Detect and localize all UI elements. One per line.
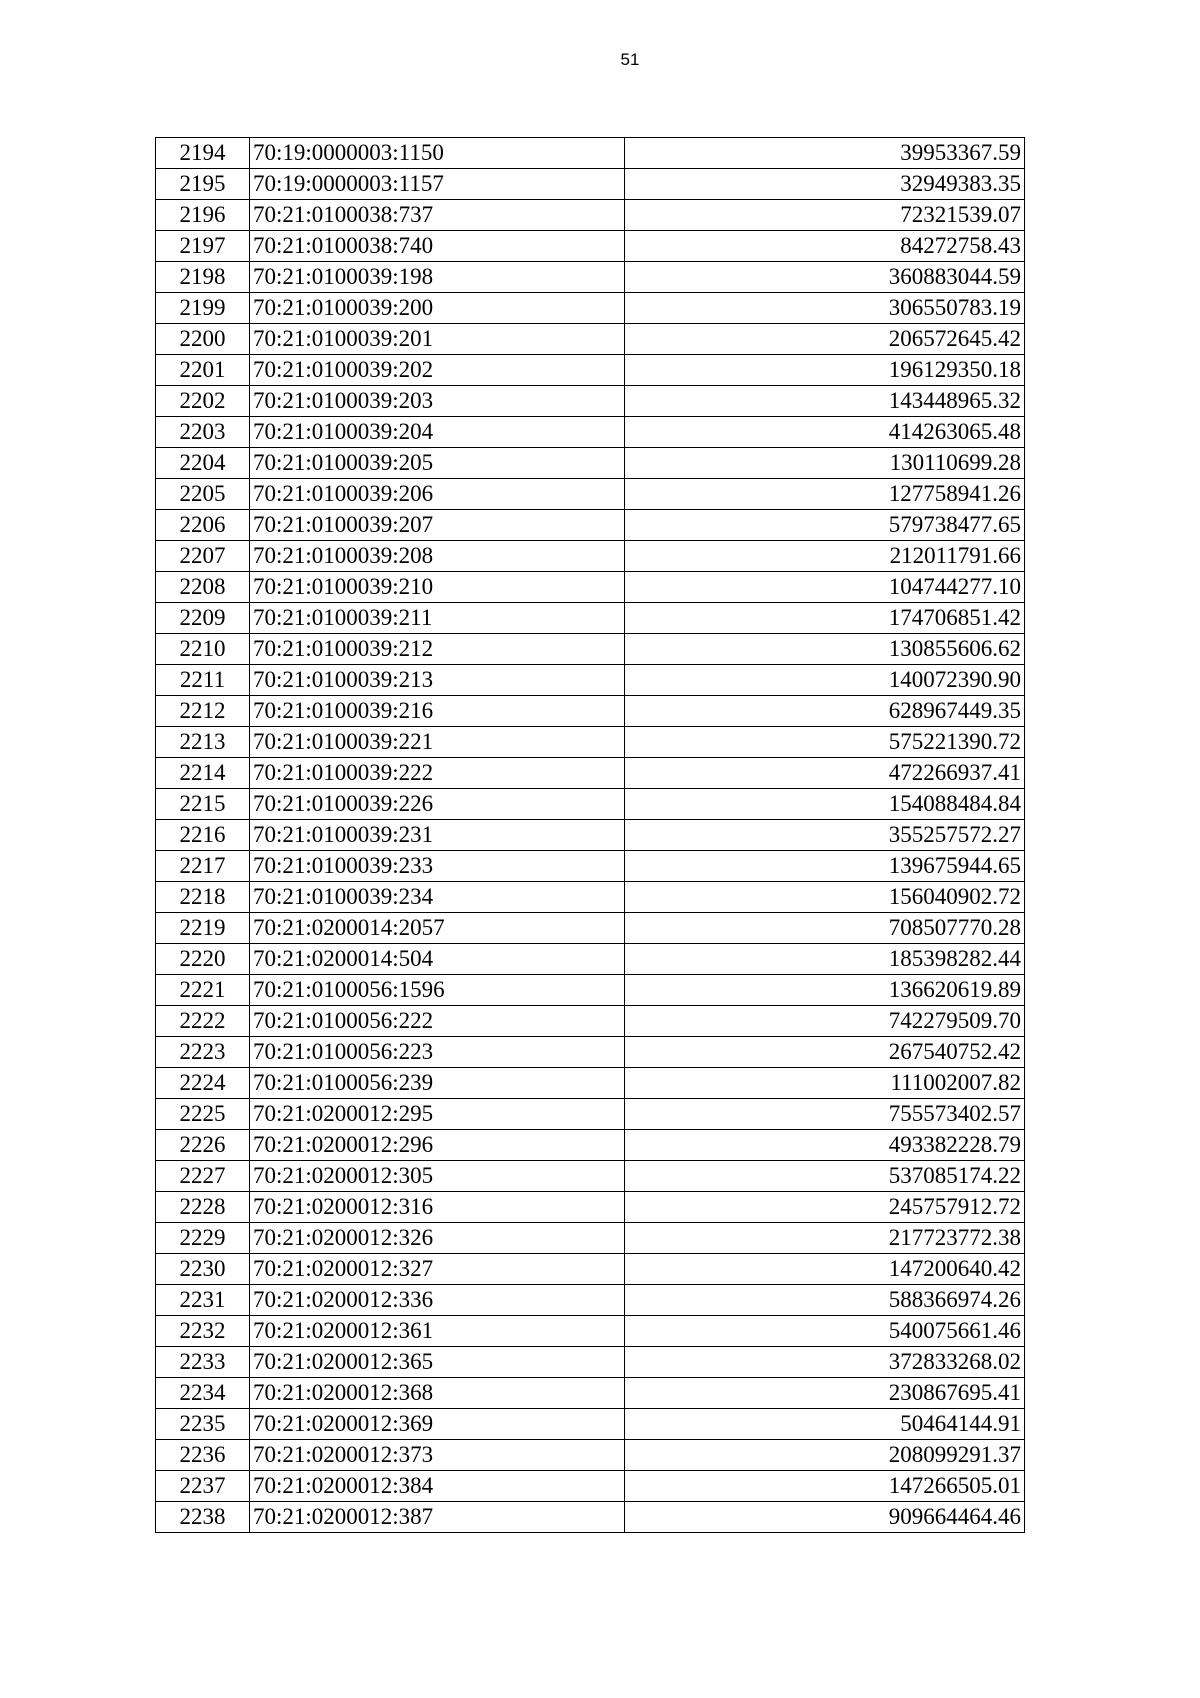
table-row — [156, 1006, 1025, 1037]
row-number-cell: 2202 — [156, 386, 250, 417]
cadastral-number-cell: 70:21:0100039:201 — [250, 324, 625, 355]
table-row — [156, 386, 1025, 417]
cadastral-number-cell: 70:19:0000003:1150 — [250, 138, 625, 169]
cadastral-value-cell: 372833268.02 — [625, 1347, 1025, 1378]
cadastral-number-cell: 70:21:0200012:368 — [250, 1378, 625, 1409]
table-row — [156, 231, 1025, 262]
table-row — [156, 510, 1025, 541]
table-row — [156, 572, 1025, 603]
cadastral-value-cell: 32949383.35 — [625, 169, 1025, 200]
table-row — [156, 479, 1025, 510]
table-row — [156, 1440, 1025, 1471]
row-number-cell: 2218 — [156, 882, 250, 913]
table-row — [156, 634, 1025, 665]
table-row — [156, 789, 1025, 820]
row-number-cell: 2238 — [156, 1502, 250, 1533]
row-number-cell: 2226 — [156, 1130, 250, 1161]
cadastral-value-cell: 174706851.42 — [625, 603, 1025, 634]
cadastral-number-cell: 70:21:0200012:305 — [250, 1161, 625, 1192]
cadastral-value-cell: 755573402.57 — [625, 1099, 1025, 1130]
cadastral-value-cell: 360883044.59 — [625, 262, 1025, 293]
cadastral-number-cell: 70:19:0000003:1157 — [250, 169, 625, 200]
cadastral-number-cell: 70:21:0200012:295 — [250, 1099, 625, 1130]
table-row — [156, 1254, 1025, 1285]
table-row — [156, 541, 1025, 572]
table-row — [156, 1130, 1025, 1161]
cadastral-value-cell: 206572645.42 — [625, 324, 1025, 355]
cadastral-value-cell: 208099291.37 — [625, 1440, 1025, 1471]
table-row — [156, 975, 1025, 1006]
cadastral-number-cell: 70:21:0200012:384 — [250, 1471, 625, 1502]
table-row — [156, 882, 1025, 913]
cadastral-number-cell: 70:21:0100038:737 — [250, 200, 625, 231]
cadastral-value-cell: 493382228.79 — [625, 1130, 1025, 1161]
table-row — [156, 293, 1025, 324]
cadastral-value-cell: 355257572.27 — [625, 820, 1025, 851]
cadastral-number-cell: 70:21:0100039:221 — [250, 727, 625, 758]
cadastral-value-cell: 217723772.38 — [625, 1223, 1025, 1254]
cadastral-number-cell: 70:21:0100039:231 — [250, 820, 625, 851]
table-row — [156, 758, 1025, 789]
table-row — [156, 355, 1025, 386]
row-number-cell: 2237 — [156, 1471, 250, 1502]
cadastral-value-cell: 628967449.35 — [625, 696, 1025, 727]
cadastral-value-cell: 50464144.91 — [625, 1409, 1025, 1440]
cadastral-value-cell: 139675944.65 — [625, 851, 1025, 882]
table-row — [156, 138, 1025, 169]
cadastral-number-cell: 70:21:0200012:327 — [250, 1254, 625, 1285]
table-row — [156, 851, 1025, 882]
cadastral-value-cell: 147266505.01 — [625, 1471, 1025, 1502]
table-row — [156, 1223, 1025, 1254]
cadastral-value-cell: 39953367.59 — [625, 138, 1025, 169]
row-number-cell: 2220 — [156, 944, 250, 975]
table-row — [156, 1471, 1025, 1502]
cadastral-number-cell: 70:21:0100039:200 — [250, 293, 625, 324]
cadastral-value-cell: 708507770.28 — [625, 913, 1025, 944]
table-row — [156, 944, 1025, 975]
page-number: 51 — [620, 50, 640, 69]
cadastral-number-cell: 70:21:0100039:202 — [250, 355, 625, 386]
cadastral-value-cell: 185398282.44 — [625, 944, 1025, 975]
cadastral-number-cell: 70:21:0100039:203 — [250, 386, 625, 417]
table-row — [156, 324, 1025, 355]
cadastral-value-cell: 130110699.28 — [625, 448, 1025, 479]
table-body — [156, 138, 1025, 1533]
row-number-cell: 2200 — [156, 324, 250, 355]
row-number-cell: 2201 — [156, 355, 250, 386]
cadastral-number-cell: 70:21:0200012:387 — [250, 1502, 625, 1533]
row-number-cell: 2216 — [156, 820, 250, 851]
row-number-cell: 2214 — [156, 758, 250, 789]
row-number-cell: 2223 — [156, 1037, 250, 1068]
table-row — [156, 1068, 1025, 1099]
cadastral-value-cell: 579738477.65 — [625, 510, 1025, 541]
cadastral-number-cell: 70:21:0200014:2057 — [250, 913, 625, 944]
table-row — [156, 1316, 1025, 1347]
row-number-cell: 2207 — [156, 541, 250, 572]
cadastral-value-cell: 414263065.48 — [625, 417, 1025, 448]
cadastral-value-cell: 588366974.26 — [625, 1285, 1025, 1316]
row-number-cell: 2197 — [156, 231, 250, 262]
table-row — [156, 1161, 1025, 1192]
cadastral-value-cell: 742279509.70 — [625, 1006, 1025, 1037]
cadastral-value-cell: 154088484.84 — [625, 789, 1025, 820]
table-row — [156, 1192, 1025, 1223]
table-row — [156, 200, 1025, 231]
cadastral-value-cell: 909664464.46 — [625, 1502, 1025, 1533]
row-number-cell: 2211 — [156, 665, 250, 696]
row-number-cell: 2213 — [156, 727, 250, 758]
table-row — [156, 727, 1025, 758]
row-number-cell: 2225 — [156, 1099, 250, 1130]
row-number-cell: 2231 — [156, 1285, 250, 1316]
table-row — [156, 820, 1025, 851]
cadastral-number-cell: 70:21:0200012:296 — [250, 1130, 625, 1161]
cadastral-number-cell: 70:21:0100039:210 — [250, 572, 625, 603]
cadastral-number-cell: 70:21:0100039:226 — [250, 789, 625, 820]
row-number-cell: 2209 — [156, 603, 250, 634]
cadastral-number-cell: 70:21:0100056:223 — [250, 1037, 625, 1068]
row-number-cell: 2232 — [156, 1316, 250, 1347]
cadastral-value-cell: 140072390.90 — [625, 665, 1025, 696]
row-number-cell: 2227 — [156, 1161, 250, 1192]
cadastral-number-cell: 70:21:0200012:316 — [250, 1192, 625, 1223]
cadastral-number-cell: 70:21:0100039:234 — [250, 882, 625, 913]
table-row — [156, 1347, 1025, 1378]
cadastral-number-cell: 70:21:0100039:216 — [250, 696, 625, 727]
table-row — [156, 1037, 1025, 1068]
row-number-cell: 2230 — [156, 1254, 250, 1285]
row-number-cell: 2235 — [156, 1409, 250, 1440]
cadastral-number-cell: 70:21:0100039:212 — [250, 634, 625, 665]
cadastral-number-cell: 70:21:0100039:213 — [250, 665, 625, 696]
table-row — [156, 1502, 1025, 1533]
cadastral-number-cell: 70:21:0100039:204 — [250, 417, 625, 448]
row-number-cell: 2222 — [156, 1006, 250, 1037]
cadastral-number-cell: 70:21:0200012:373 — [250, 1440, 625, 1471]
cadastral-number-cell: 70:21:0100039:233 — [250, 851, 625, 882]
row-number-cell: 2215 — [156, 789, 250, 820]
cadastral-value-cell: 230867695.41 — [625, 1378, 1025, 1409]
cadastral-value-cell: 575221390.72 — [625, 727, 1025, 758]
cadastral-value-cell: 130855606.62 — [625, 634, 1025, 665]
row-number-cell: 2208 — [156, 572, 250, 603]
cadastral-value-cell: 104744277.10 — [625, 572, 1025, 603]
table-row — [156, 696, 1025, 727]
row-number-cell: 2206 — [156, 510, 250, 541]
cadastral-number-cell: 70:21:0100039:222 — [250, 758, 625, 789]
table-row — [156, 417, 1025, 448]
row-number-cell: 2221 — [156, 975, 250, 1006]
row-number-cell: 2236 — [156, 1440, 250, 1471]
cadastral-value-table — [155, 137, 1025, 1533]
table-row — [156, 169, 1025, 200]
cadastral-value-cell: 472266937.41 — [625, 758, 1025, 789]
row-number-cell: 2210 — [156, 634, 250, 665]
table-row — [156, 1409, 1025, 1440]
table-row — [156, 1099, 1025, 1130]
row-number-cell: 2217 — [156, 851, 250, 882]
table-row — [156, 603, 1025, 634]
cadastral-value-cell: 136620619.89 — [625, 975, 1025, 1006]
cadastral-value-cell: 267540752.42 — [625, 1037, 1025, 1068]
cadastral-value-cell: 143448965.32 — [625, 386, 1025, 417]
cadastral-value-cell: 245757912.72 — [625, 1192, 1025, 1223]
table-row — [156, 262, 1025, 293]
cadastral-value-cell: 196129350.18 — [625, 355, 1025, 386]
cadastral-number-cell: 70:21:0200012:365 — [250, 1347, 625, 1378]
table-row — [156, 913, 1025, 944]
row-number-cell: 2195 — [156, 169, 250, 200]
cadastral-value-cell: 306550783.19 — [625, 293, 1025, 324]
cadastral-number-cell: 70:21:0200014:504 — [250, 944, 625, 975]
cadastral-number-cell: 70:21:0100039:206 — [250, 479, 625, 510]
cadastral-value-cell: 84272758.43 — [625, 231, 1025, 262]
row-number-cell: 2212 — [156, 696, 250, 727]
cadastral-value-cell: 540075661.46 — [625, 1316, 1025, 1347]
cadastral-number-cell: 70:21:0100056:239 — [250, 1068, 625, 1099]
table-row — [156, 1285, 1025, 1316]
row-number-cell: 2229 — [156, 1223, 250, 1254]
cadastral-value-cell: 156040902.72 — [625, 882, 1025, 913]
cadastral-number-cell: 70:21:0200012:369 — [250, 1409, 625, 1440]
row-number-cell: 2198 — [156, 262, 250, 293]
table-row — [156, 665, 1025, 696]
row-number-cell: 2204 — [156, 448, 250, 479]
cadastral-number-cell: 70:21:0100056:1596 — [250, 975, 625, 1006]
row-number-cell: 2233 — [156, 1347, 250, 1378]
cadastral-value-cell: 147200640.42 — [625, 1254, 1025, 1285]
cadastral-value-cell: 537085174.22 — [625, 1161, 1025, 1192]
table-row — [156, 448, 1025, 479]
row-number-cell: 2199 — [156, 293, 250, 324]
row-number-cell: 2234 — [156, 1378, 250, 1409]
cadastral-number-cell: 70:21:0200012:336 — [250, 1285, 625, 1316]
cadastral-value-cell: 111002007.82 — [625, 1068, 1025, 1099]
cadastral-number-cell: 70:21:0100039:208 — [250, 541, 625, 572]
row-number-cell: 2194 — [156, 138, 250, 169]
row-number-cell: 2219 — [156, 913, 250, 944]
cadastral-number-cell: 70:21:0100039:207 — [250, 510, 625, 541]
cadastral-number-cell: 70:21:0100038:740 — [250, 231, 625, 262]
cadastral-value-cell: 127758941.26 — [625, 479, 1025, 510]
row-number-cell: 2196 — [156, 200, 250, 231]
row-number-cell: 2224 — [156, 1068, 250, 1099]
cadastral-number-cell: 70:21:0200012:326 — [250, 1223, 625, 1254]
cadastral-number-cell: 70:21:0100039:211 — [250, 603, 625, 634]
cadastral-value-cell: 72321539.07 — [625, 200, 1025, 231]
cadastral-number-cell: 70:21:0100039:205 — [250, 448, 625, 479]
row-number-cell: 2203 — [156, 417, 250, 448]
cadastral-number-cell: 70:21:0100056:222 — [250, 1006, 625, 1037]
row-number-cell: 2205 — [156, 479, 250, 510]
table-row — [156, 1378, 1025, 1409]
cadastral-number-cell: 70:21:0100039:198 — [250, 262, 625, 293]
row-number-cell: 2228 — [156, 1192, 250, 1223]
cadastral-value-cell: 212011791.66 — [625, 541, 1025, 572]
cadastral-number-cell: 70:21:0200012:361 — [250, 1316, 625, 1347]
